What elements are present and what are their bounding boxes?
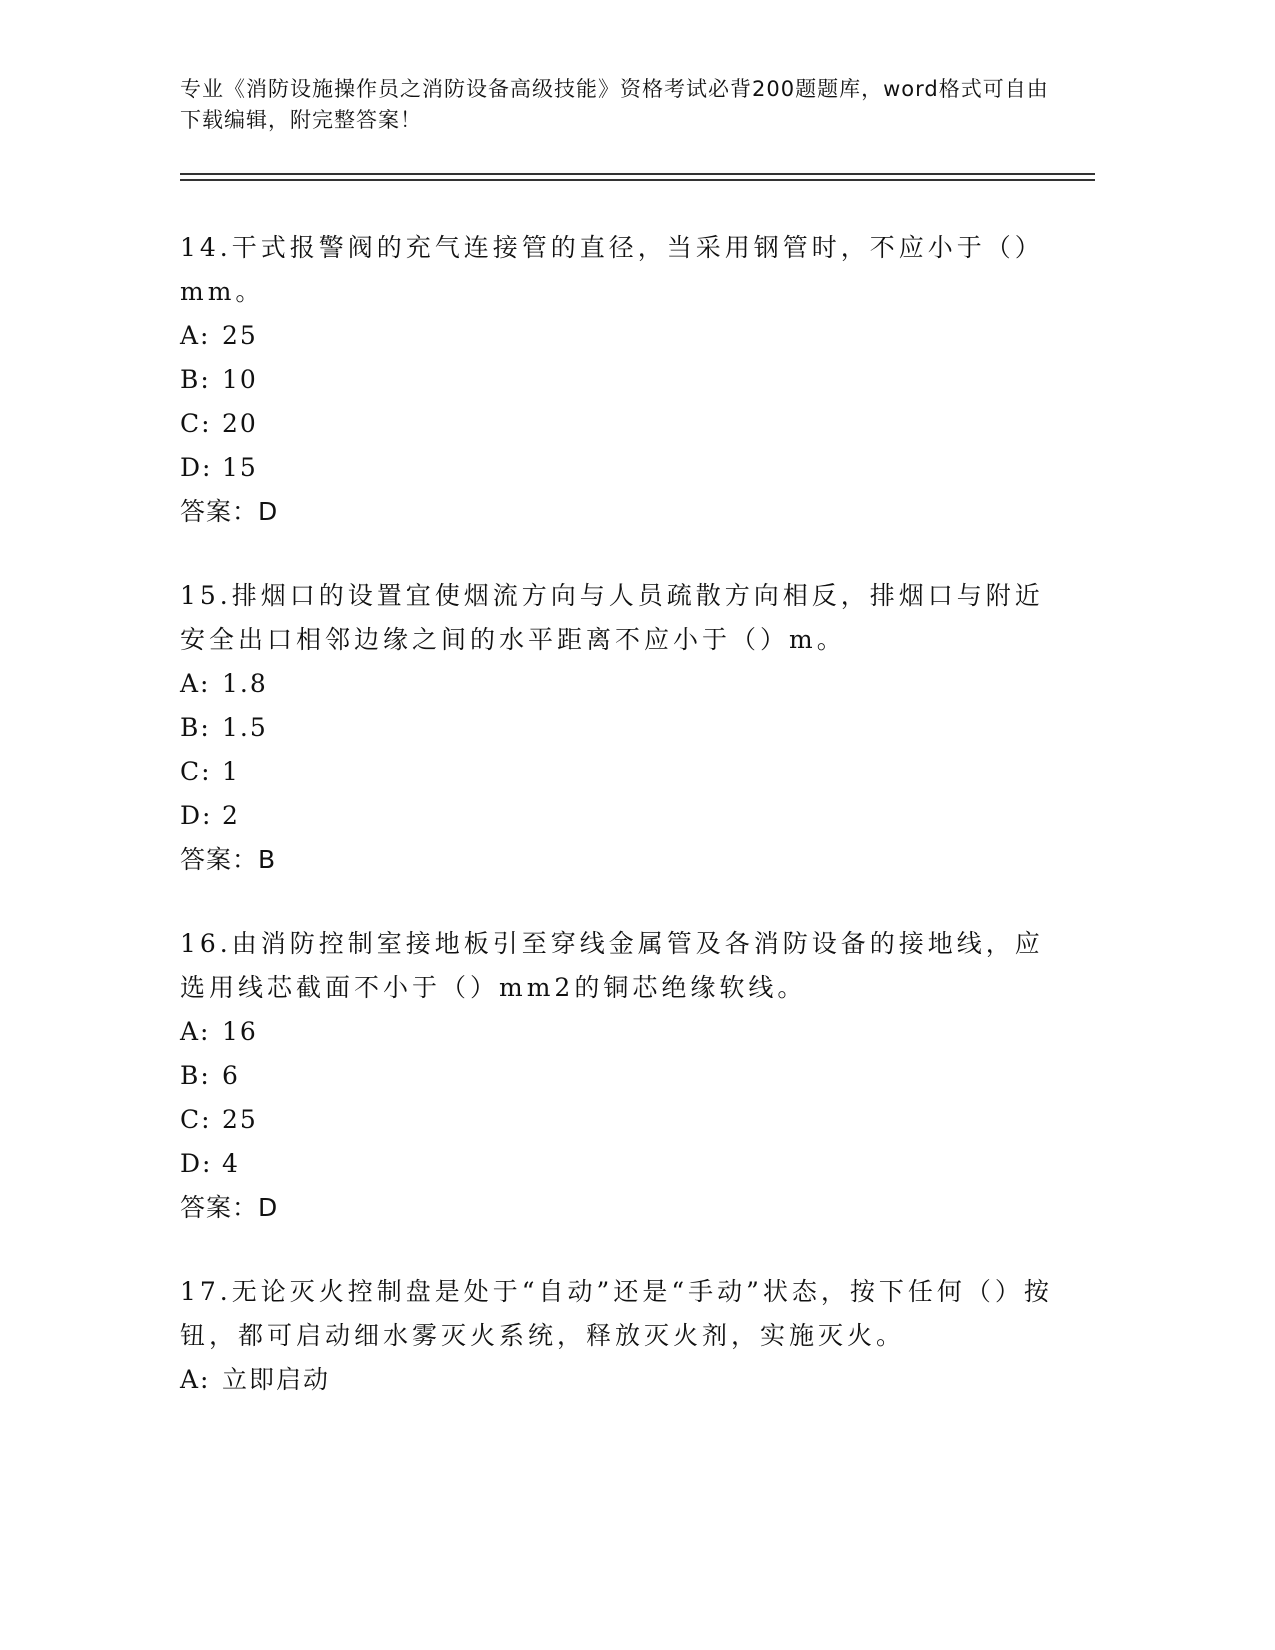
question-text: 16.由消防控制室接地板引至穿线金属管及各消防设备的接地线，应选用线芯截面不小于（）mm2的铜芯绝缘软线。 [180, 929, 1044, 1002]
option-b [180, 358, 1060, 402]
option-d [180, 446, 1060, 490]
option-label: A: [180, 669, 211, 698]
option-b [180, 1054, 1060, 1098]
option-label: C: [180, 409, 212, 438]
document-header: 专业《消防设施操作员之消防设备高级技能》资格考试必背200题题库，word格式可自由下载编辑，附完整答案！ [180, 77, 1049, 132]
option-d [180, 1142, 1060, 1186]
option-c [180, 1098, 1060, 1142]
option-label: D: [180, 453, 213, 482]
option-a [180, 1010, 1060, 1054]
option-value: 立即启动 [222, 1365, 331, 1394]
option-label: B: [180, 713, 211, 742]
option-label: C: [180, 757, 212, 786]
option-c [180, 750, 1060, 794]
option-value: 2 [222, 801, 240, 830]
header-divider-top [180, 173, 1095, 175]
answer-line: 答案：D [180, 1193, 279, 1222]
option-value: 20 [222, 409, 258, 438]
option-value: 1 [222, 757, 240, 786]
option-value: 16 [222, 1017, 258, 1046]
question-16 [180, 922, 1060, 1230]
question-text: 17.无论灭火控制盘是处于“自动”还是“手动”状态，按下任何（）按钮，都可启动细水雾灭火系统，释放灭火剂，实施灭火。 [180, 1277, 1053, 1350]
question-text: 14.干式报警阀的充气连接管的直径，当采用钢管时，不应小于（）mm。 [180, 233, 1044, 306]
option-label: C: [180, 1105, 212, 1134]
option-b [180, 706, 1060, 750]
option-c [180, 402, 1060, 446]
option-value: 1.8 [222, 669, 268, 698]
answer-line: 答案：D [180, 497, 279, 526]
option-a [180, 662, 1060, 706]
option-value: 10 [222, 365, 258, 394]
question-text: 15.排烟口的设置宜使烟流方向与人员疏散方向相反，排烟口与附近安全出口相邻边缘之间的水平距离不应小于（）m。 [180, 581, 1044, 654]
option-label: B: [180, 1061, 211, 1090]
option-value: 6 [222, 1061, 240, 1090]
option-label: A: [180, 1017, 211, 1046]
option-value: 15 [222, 453, 258, 482]
option-label: D: [180, 801, 213, 830]
option-label: A: [180, 1365, 211, 1394]
option-a [180, 1358, 1060, 1402]
option-a [180, 314, 1060, 358]
option-value: 4 [222, 1149, 240, 1178]
option-value: 25 [222, 1105, 258, 1134]
answer-line: 答案：B [180, 845, 277, 874]
option-label: B: [180, 365, 211, 394]
option-label: D: [180, 1149, 213, 1178]
question-17 [180, 1270, 1060, 1402]
question-15 [180, 574, 1060, 882]
option-label: A: [180, 321, 211, 350]
question-14 [180, 226, 1060, 534]
header-divider-bottom [180, 179, 1095, 181]
option-value: 25 [222, 321, 258, 350]
option-value: 1.5 [222, 713, 268, 742]
option-d [180, 794, 1060, 838]
